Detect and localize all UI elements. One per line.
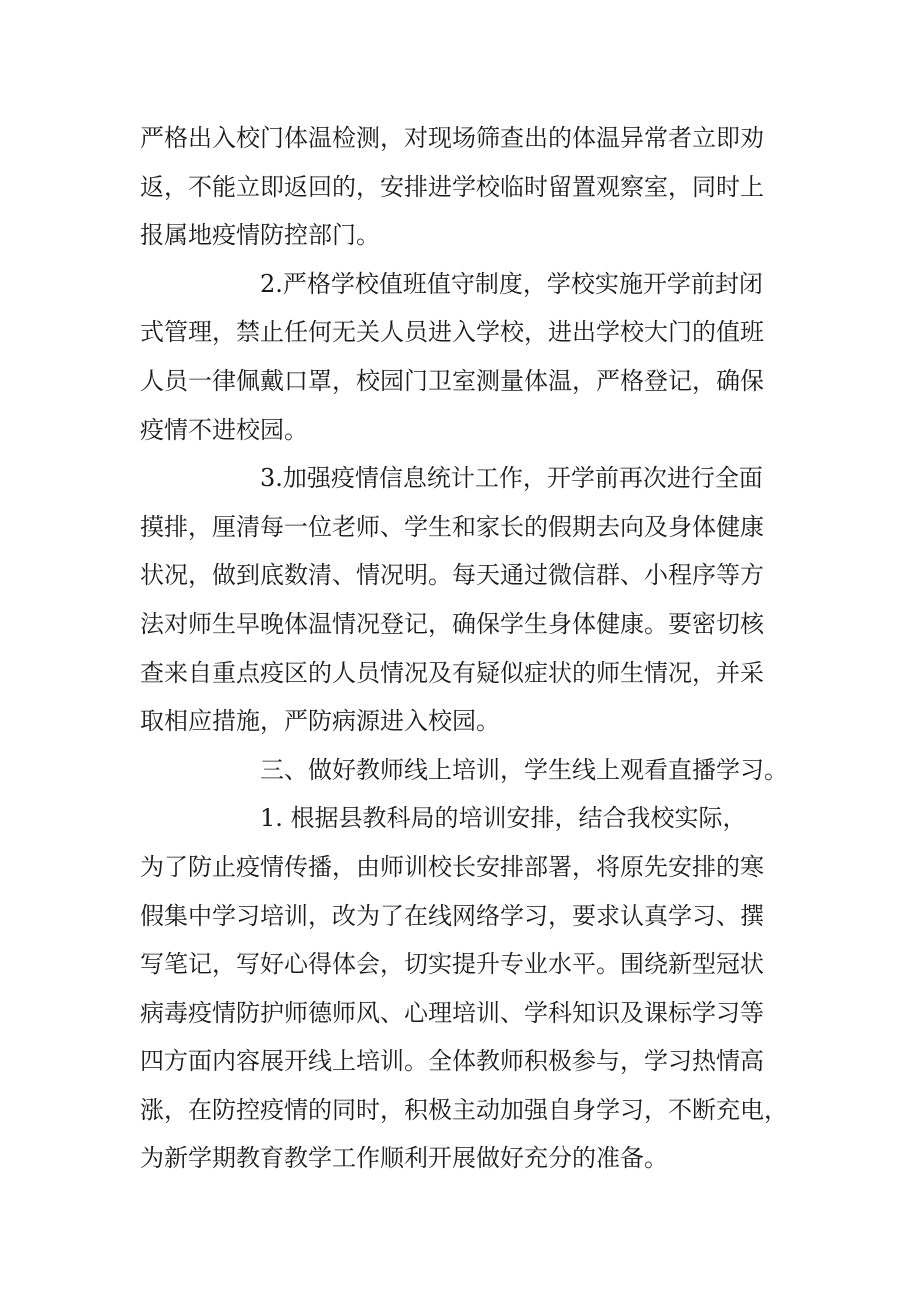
text-line: 式管理，禁止任何无关人员进入学校，进出学校大门的值班 bbox=[140, 318, 764, 347]
text-line: 法对师生早晚体温情况登记，确保学生身体健康。要密切核 bbox=[140, 609, 764, 638]
text-line: 查来自重点疫区的人员情况及有疑似症状的师生情况，并采 bbox=[140, 658, 764, 687]
text-line: 状况，做到底数清、情况明。每天通过微信群、小程序等方 bbox=[140, 561, 764, 590]
text-line: 病毒疫情防护师德师风、心理培训、学科知识及课标学习等 bbox=[140, 998, 764, 1027]
section-heading: 三、做好教师线上培训，学生线上观看直播学习。 bbox=[260, 755, 788, 784]
text-line: 为了防止疫情传播，由师训校长安排部署，将原先安排的寒 bbox=[140, 852, 764, 881]
text-line: 疫情不进校园。 bbox=[140, 415, 308, 444]
paragraph-3-start: 3.加强疫情信息统计工作，开学前再次进行全面 bbox=[260, 464, 763, 493]
paragraph-2-start: 2.严格学校值班值守制度，学校实施开学前封闭 bbox=[260, 269, 763, 298]
paragraph-section3-1-start: 1. 根据县教科局的培训安排，结合我校实际， bbox=[260, 804, 747, 833]
text-line: 写笔记，写好心得体会，切实提升专业水平。围绕新型冠状 bbox=[140, 950, 764, 979]
text-line: 涨，在防控疫情的同时，积极主动加强自身学习，不断充电， bbox=[140, 1095, 788, 1124]
text-line: 取相应措施，严防病源进入校园。 bbox=[140, 707, 500, 736]
text-line: 人员一律佩戴口罩，校园门卫室测量体温，严格登记，确保 bbox=[140, 366, 764, 395]
text-line: 假集中学习培训，改为了在线网络学习，要求认真学习、撰 bbox=[140, 901, 764, 930]
text-line: 严格出入校门体温检测，对现场筛查出的体温异常者立即劝 bbox=[140, 124, 764, 152]
text-line: 四方面内容展开线上培训。全体教师积极参与，学习热情高 bbox=[140, 1047, 764, 1076]
text-line: 为新学期教育教学工作顺利开展做好充分的准备。 bbox=[140, 1144, 668, 1173]
text-line: 摸排，厘清每一位老师、学生和家长的假期去向及身体健康 bbox=[140, 512, 764, 541]
text-line: 报属地疫情防控部门。 bbox=[140, 221, 380, 250]
text-line: 返，不能立即返回的，安排进学校临时留置观察室，同时上 bbox=[140, 172, 764, 201]
document-page bbox=[140, 114, 800, 1183]
